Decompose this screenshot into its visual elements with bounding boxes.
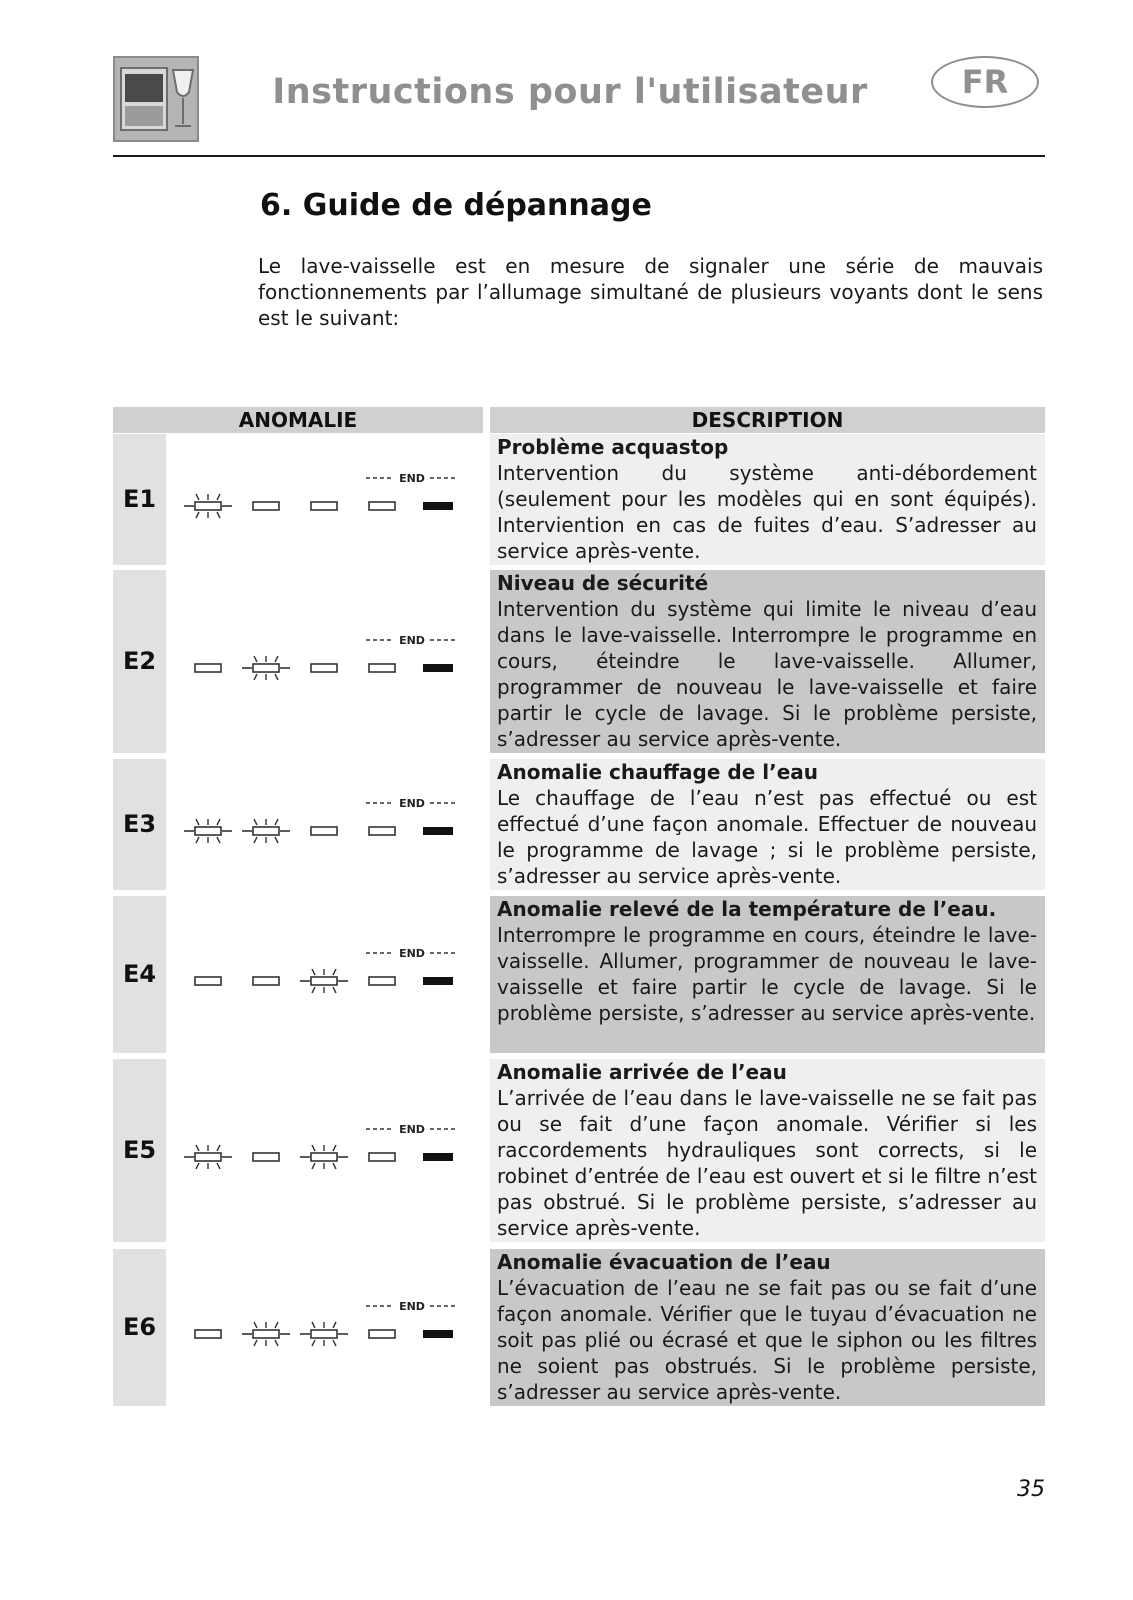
light-blink-mark — [300, 969, 348, 993]
end-label: END — [399, 1300, 425, 1313]
error-title: Problème acquastop — [497, 435, 729, 459]
light-on-mark — [423, 1153, 453, 1161]
error-description — [490, 1249, 1045, 1406]
error-code: E5 — [113, 1059, 166, 1242]
error-body: L’arrivée de l’eau dans le lave-vaisselle ne se fait pas ou se fait d’une façon anomale. Vérifier si les raccordements hydrauliques sont corrects, si le robinet d’entrée de l’eau est ouvert et si le filtre n’est pas obstrué. Si le problème persiste, s’adresser au service après-vente. — [497, 1086, 1037, 1240]
error-description — [490, 896, 1045, 1053]
error-title: Anomalie arrivée de l’eau — [497, 1060, 787, 1084]
light-off-mark — [311, 502, 337, 510]
error-code: E4 — [113, 896, 166, 1053]
end-label: END — [399, 472, 425, 485]
error-title: Anomalie chauffage de l’eau — [497, 760, 818, 784]
error-body: Intervention du système anti-débordement (seulement pour les modèles qui en sont équipés). Interviention en cas de fuites d’eau. S’adresser au service après-vente. — [497, 461, 1037, 563]
light-blink-mark — [242, 1322, 290, 1346]
light-blink-mark — [184, 819, 232, 843]
error-body: Intervention du système qui limite le niveau d’eau dans le lave-vaisselle. Interrompre le programme en cours, éteindre le lave-vaisselle. Allumer, programmer de nouveau le lave-vaisselle et faire partir le cycle de lavage. Si le problème persiste, s’adresser au service après-vente. — [497, 597, 1037, 751]
error-code: E2 — [113, 570, 166, 753]
error-code: E1 — [113, 434, 166, 565]
indicator-lights — [180, 759, 480, 890]
error-title: Anomalie évacuation de l’eau — [497, 1250, 831, 1274]
error-body: Le chauffage de l’eau n’est pas effectué ou est effectué d’une façon anomale. Effectuer de nouveau le programme de lavage ; si le problème persiste, s’adresser au service après-vente. — [497, 786, 1037, 888]
light-off-mark — [195, 977, 221, 985]
light-off-mark — [369, 1153, 395, 1161]
light-blink-mark — [300, 1322, 348, 1346]
light-off-mark — [195, 664, 221, 672]
light-blink-mark — [300, 1145, 348, 1169]
error-description — [490, 570, 1045, 753]
column-header-anomalie: ANOMALIE — [113, 407, 483, 433]
light-off-mark — [253, 1153, 279, 1161]
error-code: E6 — [113, 1249, 166, 1406]
light-blink-mark — [184, 494, 232, 518]
light-off-mark — [369, 502, 395, 510]
light-blink-mark — [242, 656, 290, 680]
error-title: Niveau de sécurité — [497, 571, 709, 595]
error-description — [490, 759, 1045, 890]
light-off-mark — [369, 664, 395, 672]
light-off-mark — [369, 1330, 395, 1338]
light-blink-mark — [242, 819, 290, 843]
light-off-mark — [253, 977, 279, 985]
light-on-mark — [423, 827, 453, 835]
indicator-lights — [180, 434, 480, 565]
indicator-lights — [180, 570, 480, 753]
indicator-lights — [180, 1249, 480, 1406]
indicator-lights — [180, 1059, 480, 1242]
light-off-mark — [253, 502, 279, 510]
light-on-mark — [423, 502, 453, 510]
page-number: 35 — [1017, 1477, 1045, 1502]
section-title: 6. Guide de dépannage — [260, 188, 652, 223]
light-off-mark — [311, 827, 337, 835]
section-intro: Le lave-vaisselle est en mesure de signaler une série de mauvais fonctionnements par l’allumage simultané de plusieurs voyants dont le sens est le suivant: — [258, 254, 1043, 330]
light-on-mark — [423, 664, 453, 672]
error-description — [490, 434, 1045, 565]
header-title: Instructions pour l'utilisateur — [272, 72, 868, 112]
end-label: END — [399, 797, 425, 810]
error-body: Interrompre le programme en cours, éteindre le lave-vaisselle. Allumer, programmer de nouveau le lave-vaisselle et faire partir le cycle de lavage. Si le problème persiste, s’adresser au service après-vente. — [497, 923, 1037, 1025]
column-header-description: DESCRIPTION — [490, 407, 1045, 433]
light-off-mark — [311, 664, 337, 672]
language-badge: FR — [931, 56, 1039, 108]
light-on-mark — [423, 977, 453, 985]
light-off-mark — [195, 1330, 221, 1338]
light-off-mark — [369, 827, 395, 835]
error-description — [490, 1059, 1045, 1242]
error-body: L’évacuation de l’eau ne se fait pas ou se fait d’une façon anomale. Vérifier que le tuyau d’évacuation ne soit pas plié ou écrasé et que le siphon ou les filtres ne soient pas obstrués. Si le problème persiste, s’adresser au service après-vente. — [497, 1276, 1037, 1404]
end-label: END — [399, 634, 425, 647]
error-code: E3 — [113, 759, 166, 890]
end-label: END — [399, 1123, 425, 1136]
dishwasher-logo-icon — [113, 56, 199, 142]
indicator-lights — [180, 896, 480, 1053]
light-on-mark — [423, 1330, 453, 1338]
error-title: Anomalie relevé de la température de l’eau. — [497, 897, 997, 921]
light-off-mark — [369, 977, 395, 985]
light-blink-mark — [184, 1145, 232, 1169]
end-label: END — [399, 947, 425, 960]
header-divider — [113, 155, 1045, 157]
